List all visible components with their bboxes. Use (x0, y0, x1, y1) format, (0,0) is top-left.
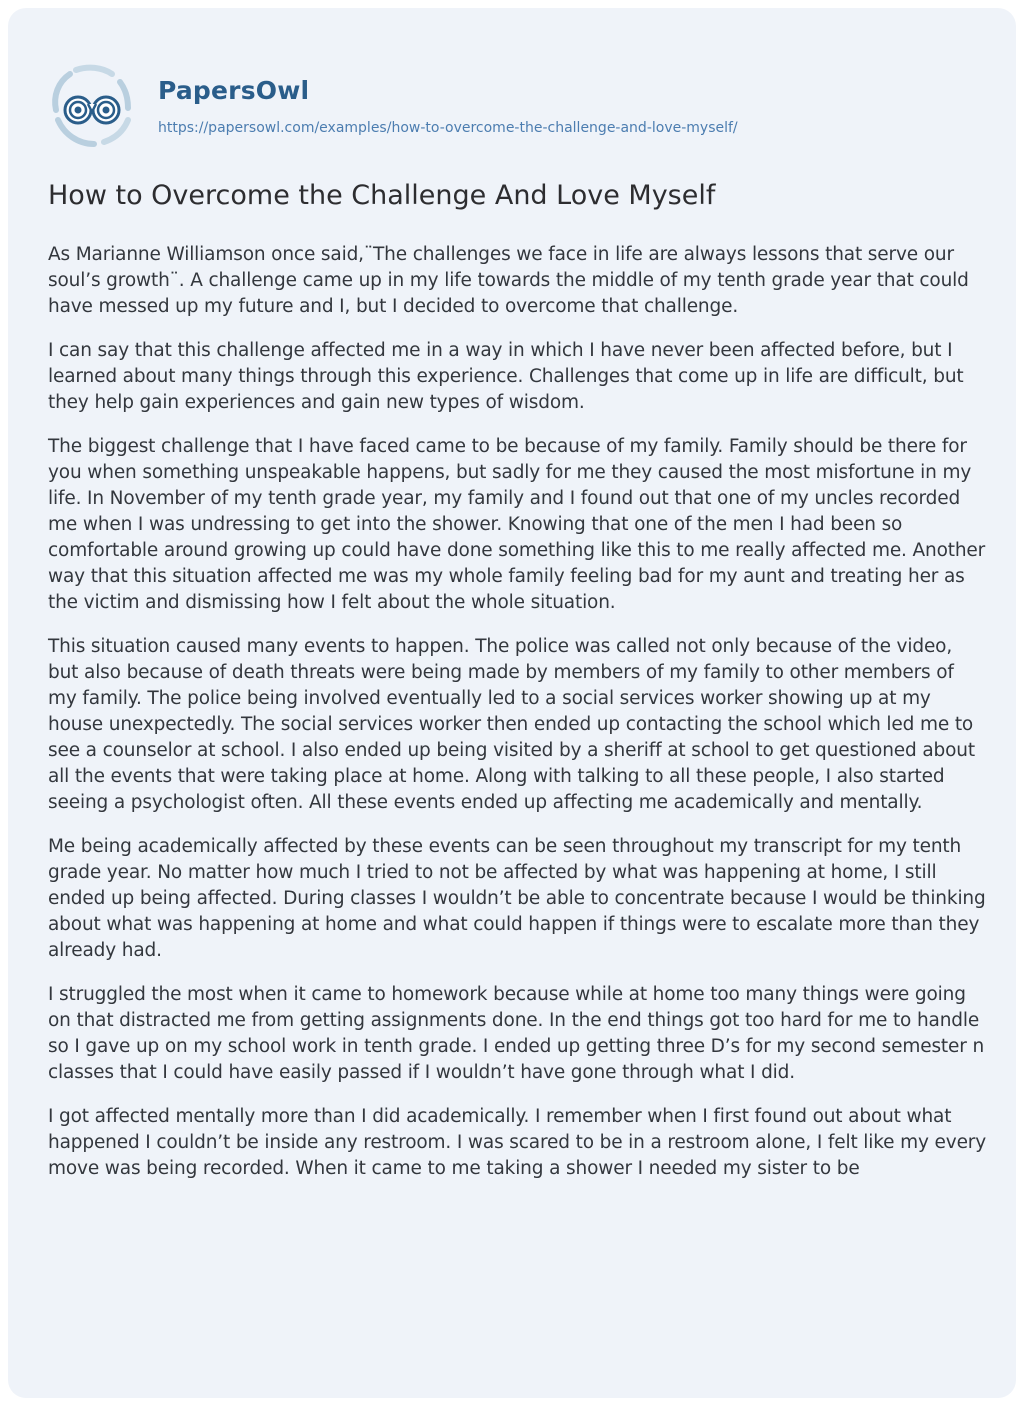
essay-title: How to Overcome the Challenge And Love Myself (48, 180, 716, 211)
essay-card (8, 8, 1016, 1398)
essay-body (48, 242, 988, 1200)
essay-paragraph: As Marianne Williamson once said,¨The challenges we face in life are always lessons that serve our soul’s growth¨. A challenge came up in my life towards the middle of my tenth grade year that could have messed up my future and I, but I decided to overcome that challenge. (48, 244, 969, 317)
source-url-link[interactable]: https://papersowl.com/examples/how-to-overcome-the-challenge-and-love-myself/ (158, 120, 738, 136)
owl-eyes-icon (48, 64, 134, 150)
brand-header (48, 64, 738, 150)
essay-paragraph: Me being academically affected by these events can be seen throughout my transcript for my tenth grade year. No matter how much I tried to not be affected by what was happening at home, I still ended up being affected. During classes I wouldn’t be able to concentrate because I would be thinking about what was happening at home and what could happen if things were to escalate more than they already had. (48, 836, 986, 961)
essay-paragraph: I struggled the most when it came to homework because while at home too many things were going on that distracted me from getting assignments done. In the end things got too hard for me to handle so I gave up on my school work in tenth grade. I ended up getting three D’s for my second semester n classes that I could have easily passed if I wouldn’t have gone through what I did. (48, 984, 985, 1083)
brand-name: PapersOwl (158, 76, 310, 105)
brand-block (158, 76, 738, 138)
essay-paragraph: This situation caused many events to happen. The police was called not only because of the video, but also because of death threats were being made by members of my family to other members of my family. The police being involved eventually led to a social services worker showing up at my house unexpectedly. The social services worker then ended up contacting the school which led me to see a counselor at school. I also ended up being visited by a sheriff at school to get questioned about all the events that were taking place at home. Along with talking to all these people, I also started seeing a psychologist often. All these events ended up affecting me academically and mentally. (48, 636, 975, 813)
essay-paragraph: I got affected mentally more than I did academically. I remember when I first found out about what happened I couldn’t be inside any restroom. I was scared to be in a restroom alone, I felt like my every move was being recorded. When it came to me taking a shower I needed my sister to be (48, 1106, 987, 1179)
essay-paragraph: The biggest challenge that I have faced came to be because of my family. Family should be there for you when something unspeakable happens, but sadly for me they caused the most misfortune in my life. In November of my tenth grade year, my family and I found out that one of my uncles recorded me when I was undressing to get into the shower. Knowing that one of the men I had been so comfortable around growing up could have done something like this to me really affected me. Another way that this situation affected me was my whole family feeling bad for my aunt and treating her as the victim and dismissing how I felt about the whole situation. (48, 436, 986, 613)
essay-paragraph: I can say that this challenge affected me in a way in which I have never been affected before, but I learned about many things through this experience. Challenges that come up in life are difficult, but they help gain experiences and gain new types of wisdom. (48, 340, 964, 413)
